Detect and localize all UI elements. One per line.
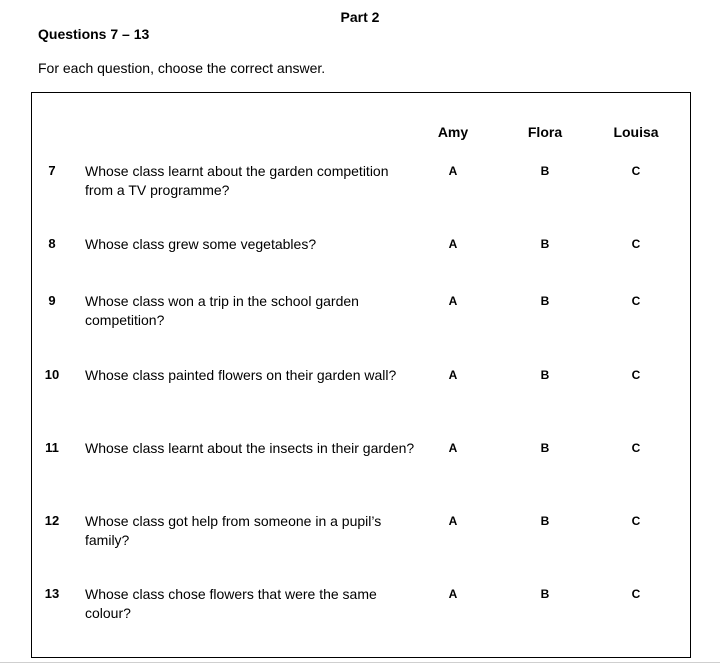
question-text: Whose class grew some vegetables? (85, 236, 317, 252)
option-b[interactable]: B (540, 294, 550, 308)
option-b[interactable]: B (540, 587, 550, 601)
question-text: Whose class learnt about the insects in their garden? (85, 440, 415, 456)
column-header-amy: Amy (437, 124, 469, 140)
option-c[interactable]: C (631, 164, 641, 178)
option-c[interactable]: C (631, 514, 641, 528)
question-text: Whose class got help from someone in a pupil’s family? (85, 513, 382, 548)
option-b[interactable]: B (540, 514, 550, 528)
option-a[interactable]: A (448, 237, 458, 251)
option-a[interactable]: A (448, 164, 458, 178)
page-bottom-divider (0, 662, 720, 663)
instruction-text: For each question, choose the correct answer. (38, 60, 326, 76)
question-number: 11 (45, 440, 59, 455)
option-a[interactable]: A (448, 441, 458, 455)
question-number: 13 (44, 586, 60, 601)
question-number: 9 (48, 293, 56, 308)
question-number: 8 (48, 236, 56, 251)
question-number: 12 (44, 513, 60, 528)
column-header-flora: Flora (527, 124, 563, 140)
option-c[interactable]: C (631, 294, 641, 308)
question-number: 10 (44, 367, 60, 382)
option-b[interactable]: B (540, 441, 550, 455)
option-c[interactable]: C (631, 587, 641, 601)
column-header-louisa: Louisa (613, 124, 659, 140)
question-number: 7 (48, 163, 56, 178)
option-b[interactable]: B (540, 164, 550, 178)
questions-title: Questions 7 – 13 (38, 26, 150, 42)
option-c[interactable]: C (631, 368, 641, 382)
option-b[interactable]: B (540, 368, 550, 382)
option-a[interactable]: A (448, 587, 458, 601)
option-a[interactable]: A (448, 294, 458, 308)
question-text: Whose class learnt about the garden competition from a TV programme? (85, 163, 389, 198)
question-text: Whose class painted flowers on their garden wall? (85, 367, 397, 383)
option-a[interactable]: A (448, 514, 458, 528)
option-a[interactable]: A (448, 368, 458, 382)
option-b[interactable]: B (540, 237, 550, 251)
option-c[interactable]: C (631, 237, 641, 251)
part-title: Part 2 (340, 9, 380, 25)
option-c[interactable]: C (631, 441, 641, 455)
question-text: Whose class chose flowers that were the same colour? (85, 586, 377, 621)
question-text: Whose class won a trip in the school garden competition? (85, 293, 359, 328)
